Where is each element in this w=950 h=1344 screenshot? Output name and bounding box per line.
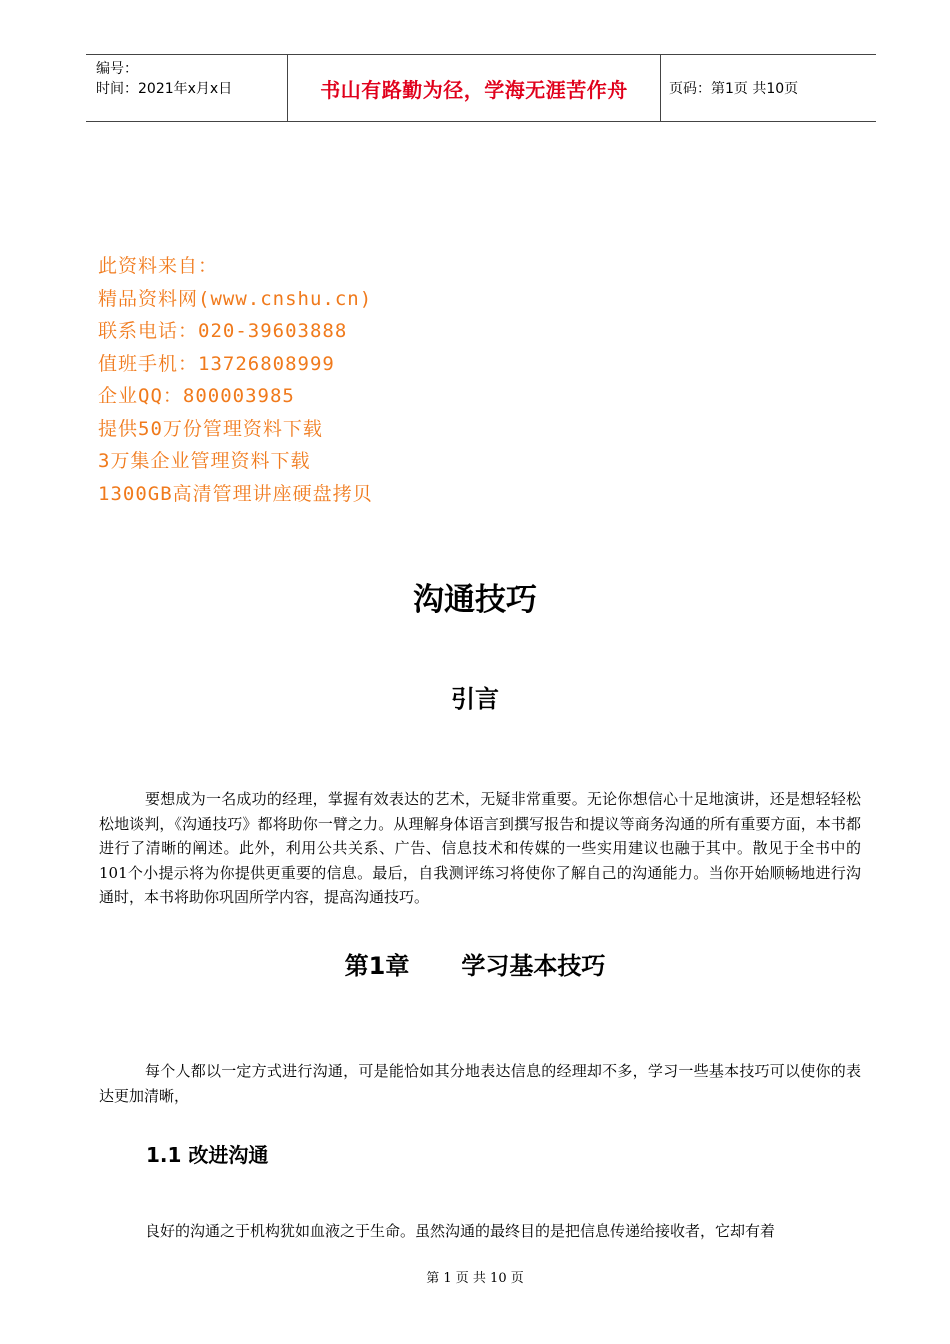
- promo-line: 联系电话：020-39603888: [98, 320, 348, 342]
- document-title: 沟通技巧: [413, 582, 537, 618]
- section-paragraph: 良好的沟通之于机构犹如血液之于生命。虽然沟通的最终目的是把信息传递给接收者，它却有着: [145, 1222, 776, 1240]
- section-heading: 1.1 改进沟通: [146, 1143, 269, 1167]
- chapter-title: 学习基本技巧: [461, 952, 606, 980]
- promo-block: [98, 250, 373, 510]
- serial-number-label: 编号：: [96, 61, 138, 77]
- promo-line: 值班手机：13726808999: [98, 352, 335, 375]
- chapter-paragraph: 每个人都以一定方式进行沟通，可是能恰如其分地表达信息的经理却不多，学习一些基本技巧可以使你的表达更加清晰，: [99, 1062, 861, 1105]
- chapter-heading: [0, 946, 950, 981]
- header-motto-cell: [287, 55, 661, 121]
- page-info: 页码：第1页 共10页: [669, 81, 799, 97]
- chapter-number: 第1章: [344, 952, 410, 980]
- intro-heading: 引言: [451, 685, 499, 713]
- page-footer: 第 1 页 共 10 页: [426, 1271, 524, 1286]
- document-header-table: [86, 54, 876, 122]
- header-meta-cell: [86, 55, 287, 121]
- promo-line: 3万集企业管理资料下载: [98, 450, 311, 472]
- intro-paragraph: 要想成为一名成功的经理，掌握有效表达的艺术，无疑非常重要。无论你想信心十足地演讲，还是想轻轻松松地谈判，《沟通技巧》都将助你一臂之力。从理解身体语言到撰写报告和提议等商务沟通的所有重要方面，本书都进行了清晰的阐述。此外，利用公共关系、广告、信息技术和传媒的一些实用建议也融于其中。散见于全书中的101个小提示将为你提供更重要的信息。最后，自我测评练习将使你了解自己的沟通能力。当你开始顺畅地进行沟通时，本书将助你巩固所学内容，提高沟通技巧。: [99, 790, 861, 906]
- promo-line: 提供50万份管理资料下载: [98, 417, 323, 440]
- promo-line: 精品资料网(www.cnshu.cn): [98, 287, 373, 310]
- promo-line: 此资料来自：: [98, 255, 219, 277]
- motto-text: 书山有路勤为径，学海无涯苦作舟: [320, 77, 628, 102]
- promo-line: 企业QQ：800003985: [98, 385, 295, 407]
- header-page-cell: [661, 55, 876, 121]
- date-line: 时间：2021年x月x日: [96, 81, 233, 97]
- promo-line: 1300GB高清管理讲座硬盘拷贝: [98, 482, 373, 505]
